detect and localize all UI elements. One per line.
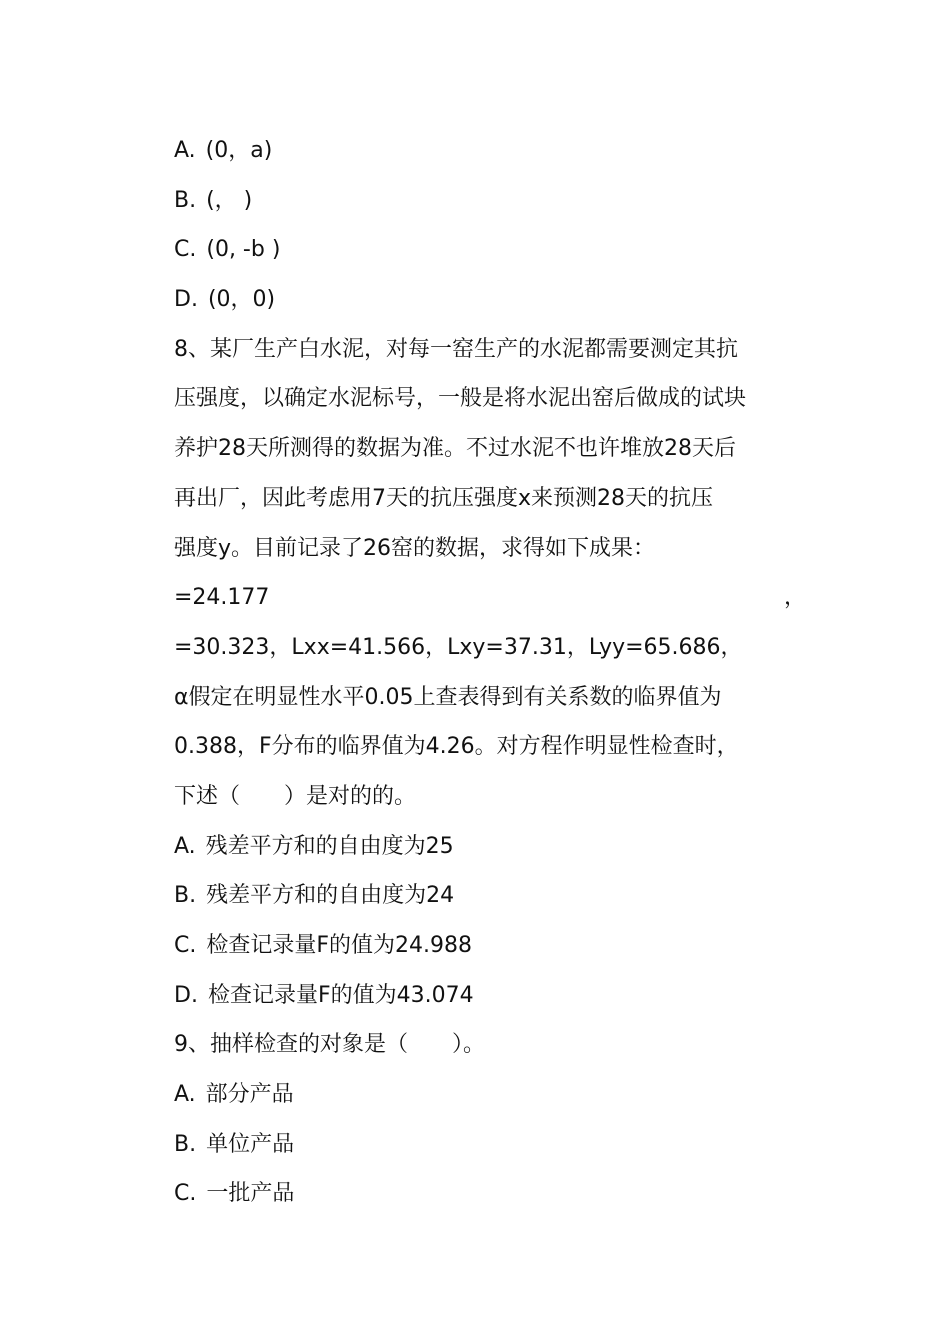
option-text: 残差平方和的自由度为25 xyxy=(205,833,454,859)
option-text: 残差平方和的自由度为24 xyxy=(206,883,455,909)
q9-option-c xyxy=(174,1169,806,1219)
option-label: B. xyxy=(174,883,197,909)
option-text: (0, -b ) xyxy=(206,237,281,263)
option-text: (0，0) xyxy=(207,287,276,313)
q8-option-c xyxy=(174,921,806,971)
q8-stem-line-5: 强度y。目前记录了26窑的数据，求得如下成果： xyxy=(174,535,656,561)
q7-option-d xyxy=(174,275,806,325)
q8-stem-line-1: 8、某厂生产白水泥，对每一窑生产的水泥都需要测定其抗 xyxy=(174,336,738,362)
q7-option-b xyxy=(174,176,806,226)
q8-stem-line-7: =30.323，Lxx=41.566，Lxy=37.31，Lyy=65.686， xyxy=(174,634,743,660)
q9-option-a xyxy=(174,1070,806,1120)
option-text: 单位产品 xyxy=(206,1131,295,1157)
q8-stat-comma: ， xyxy=(783,585,806,611)
option-text: 部分产品 xyxy=(205,1082,294,1108)
option-label: A. xyxy=(174,833,196,859)
option-label: B. xyxy=(174,1131,197,1157)
option-label: C. xyxy=(174,933,197,958)
q8-stem-line-2: 压强度，以确定水泥标号，一般是将水泥出窑后做成的试块 xyxy=(174,386,747,412)
q8-option-d xyxy=(174,971,806,1021)
q8-stat-x-mean: =24.177 xyxy=(174,585,270,611)
option-text: 一批产品 xyxy=(206,1181,295,1207)
q9-stem: 9、抽样检查的对象是（ ）。 xyxy=(174,1032,485,1058)
q8-stem-line-4: 再出厂，因此考虑用7天的抗压强度x来预测28天的抗压 xyxy=(174,485,714,511)
option-label: D. xyxy=(174,982,198,1008)
q8-stem-line-9: 0.388，F分布的临界值为4.26。对方程作明显性检查时， xyxy=(174,734,739,760)
q8-stem-line-10: 下述（ ）是对的的。 xyxy=(174,783,417,809)
q8-stem-line-3: 养护28天所测得的数据为准。不过水泥不也许堆放28天后 xyxy=(174,436,736,462)
q8-stem-line-8: α假定在明显性水平0.05上查表得到有关系数的临界值为 xyxy=(174,684,722,710)
option-text: (， ) xyxy=(206,187,253,213)
option-text: 检查记录量F的值为24.988 xyxy=(206,933,472,958)
q8-stat-line xyxy=(174,573,806,623)
option-label: D. xyxy=(174,287,198,313)
option-label: C. xyxy=(174,1181,197,1207)
q7-option-a xyxy=(174,126,806,176)
document-content xyxy=(174,126,806,1219)
option-label: A. xyxy=(174,1082,196,1108)
q8-option-a xyxy=(174,822,806,872)
option-text: (0，a) xyxy=(205,138,273,163)
q7-option-c xyxy=(174,225,806,275)
q9-option-b xyxy=(174,1120,806,1170)
option-label: A. xyxy=(174,138,196,163)
option-label: C. xyxy=(174,237,197,263)
option-text: 检查记录量F的值为43.074 xyxy=(207,982,474,1008)
q8-option-b xyxy=(174,871,806,921)
option-label: B. xyxy=(174,187,197,213)
